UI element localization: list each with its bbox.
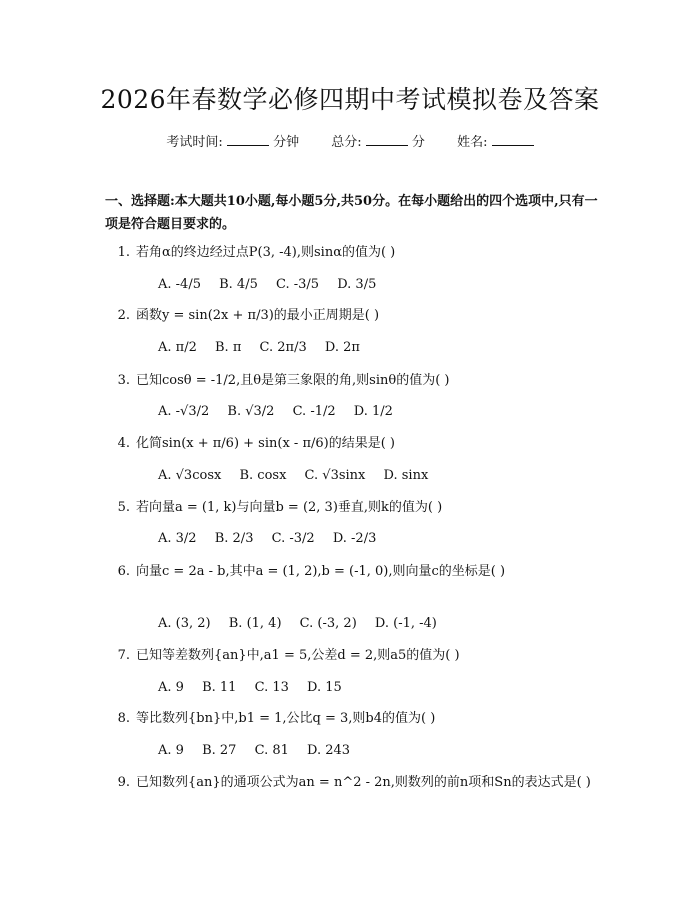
question-text: 已知数列{an}的通项公式为an = n^2 - 2n,则数列的前n项和Sn的表达式是( )	[136, 775, 591, 790]
question-number: 1.	[117, 245, 130, 260]
option-d: D. 2π	[324, 340, 360, 355]
option-b: B. (1, 4)	[228, 616, 282, 631]
question-9	[105, 771, 595, 794]
option-d: D. (-1, -4)	[374, 616, 437, 631]
question-number: 7.	[117, 648, 130, 663]
exam-time-field	[166, 131, 299, 150]
question-3	[105, 369, 595, 392]
option-c: C. -1/2	[292, 404, 336, 419]
question-text: 已知cosθ = -1/2,且θ是第三象限的角,则sinθ的值为( )	[136, 373, 450, 388]
question-number: 2.	[117, 308, 130, 323]
question-1-options	[158, 275, 390, 295]
question-5	[105, 496, 595, 519]
question-number: 4.	[117, 436, 130, 451]
option-a: A. -4/5	[158, 277, 201, 292]
option-d: D. 1/2	[353, 404, 393, 419]
total-score-blank	[366, 133, 408, 146]
option-a: A. 3/2	[158, 531, 197, 546]
question-4-options	[158, 466, 442, 486]
page-title: 2026年春数学必修四期中考试模拟卷及答案	[100, 85, 600, 114]
option-a: A. 9	[158, 743, 184, 758]
option-d: D. sinx	[383, 468, 429, 483]
question-text: 若向量a = (1, k)与向量b = (2, 3)垂直,则k的值为( )	[136, 500, 443, 515]
option-a: A. π/2	[158, 340, 197, 355]
option-b: B. 4/5	[219, 277, 258, 292]
question-text: 已知等差数列{an}中,a1 = 5,公差d = 2,则a5的值为( )	[136, 648, 460, 663]
total-score-unit: 分	[411, 135, 425, 150]
question-text: 函数y = sin(2x + π/3)的最小正周期是( )	[136, 308, 380, 323]
question-6-options	[158, 614, 451, 634]
option-c: C. 81	[254, 743, 289, 758]
question-number: 8.	[117, 711, 130, 726]
question-5-options	[158, 529, 390, 549]
name-field	[457, 131, 534, 150]
question-8	[105, 707, 595, 730]
option-a: A. 9	[158, 680, 184, 695]
question-number: 6.	[117, 564, 130, 579]
question-8-options	[158, 741, 364, 761]
exam-info-line	[0, 131, 700, 150]
question-number: 9.	[117, 775, 130, 790]
name-label: 姓名:	[457, 135, 488, 150]
option-d: D. -2/3	[332, 531, 377, 546]
question-text: 向量c = 2a - b,其中a = (1, 2),b = (-1, 0),则向量c的坐标是( )	[136, 564, 506, 579]
option-b: B. 27	[202, 743, 237, 758]
section-heading: 一、选择题:本大题共10小题,每小题5分,共50分。在每小题给出的四个选项中,只有一项是符合题目要求的。	[105, 194, 598, 232]
question-3-options	[158, 402, 407, 422]
question-1	[105, 241, 595, 264]
option-c: C. 13	[254, 680, 289, 695]
total-score-label: 总分:	[331, 135, 362, 150]
option-b: B. 2/3	[214, 531, 254, 546]
option-c: C. √3sinx	[304, 468, 366, 483]
exam-time-label: 考试时间:	[166, 135, 223, 150]
question-4	[105, 432, 595, 455]
option-a: A. √3cosx	[158, 468, 222, 483]
option-a: A. (3, 2)	[158, 616, 211, 631]
question-2-options	[158, 338, 374, 358]
option-d: D. 243	[307, 743, 351, 758]
option-c: C. -3/2	[271, 531, 315, 546]
question-7-options	[158, 678, 356, 698]
question-text: 化简sin(x + π/6) + sin(x - π/6)的结果是( )	[136, 436, 395, 451]
name-blank	[492, 133, 534, 146]
option-b: B. 11	[202, 680, 237, 695]
question-7	[105, 644, 595, 667]
question-text: 若角α的终边经过点P(3, -4),则sinα的值为( )	[136, 245, 396, 260]
question-6	[105, 560, 595, 583]
option-b: B. π	[215, 340, 242, 355]
option-c: C. 2π/3	[259, 340, 307, 355]
exam-time-blank	[227, 133, 269, 146]
option-b: B. √3/2	[227, 404, 275, 419]
option-c: C. -3/5	[276, 277, 320, 292]
option-c: C. (-3, 2)	[299, 616, 357, 631]
exam-time-unit: 分钟	[273, 135, 300, 150]
total-score-field	[331, 131, 425, 150]
option-d: D. 3/5	[337, 277, 377, 292]
option-b: B. cosx	[239, 468, 287, 483]
question-number: 5.	[117, 500, 130, 515]
option-a: A. -√3/2	[158, 404, 210, 419]
option-d: D. 15	[307, 680, 342, 695]
question-text: 等比数列{bn}中,b1 = 1,公比q = 3,则b4的值为( )	[136, 711, 436, 726]
question-number: 3.	[117, 373, 130, 388]
question-2	[105, 304, 595, 327]
